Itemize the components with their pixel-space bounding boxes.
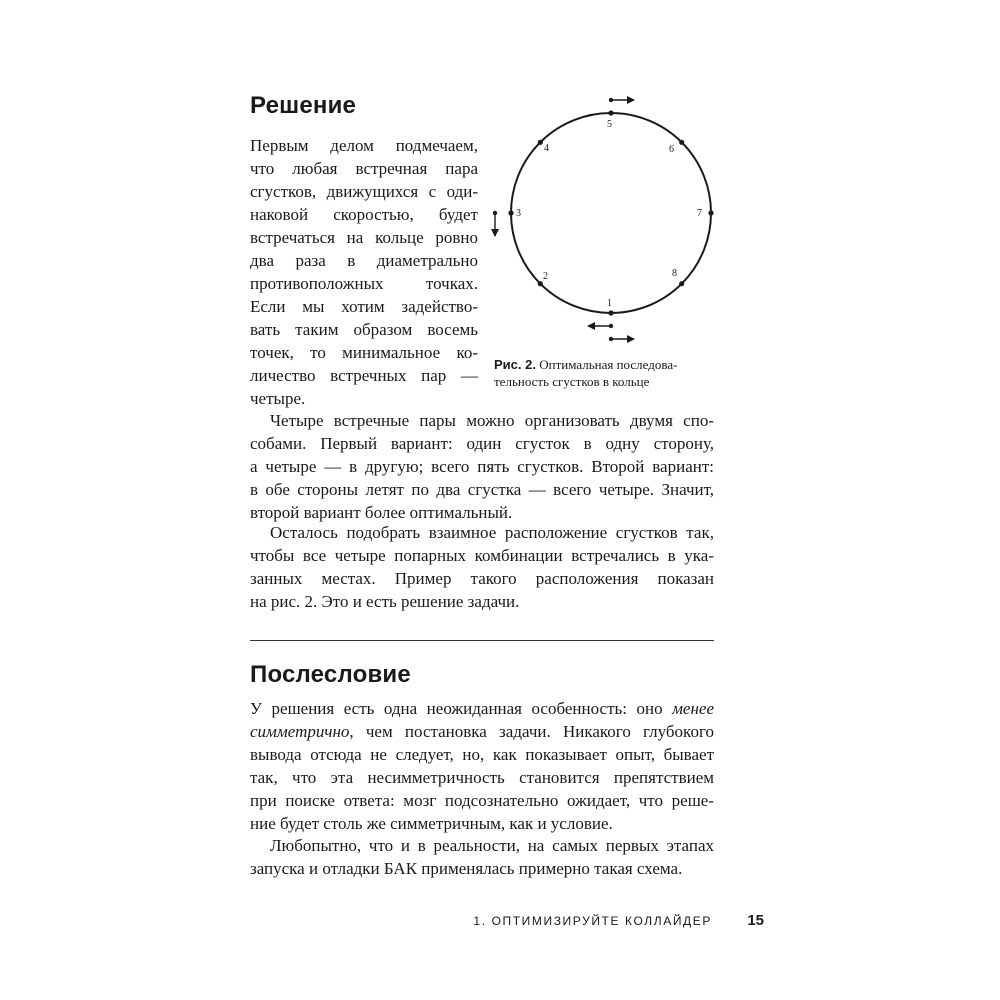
caption-label: Рис. 2. [494,357,536,372]
text-line: чтобы все четыре попарных комбинации встречались в ука- [250,546,714,565]
point-label-3: 3 [516,208,521,219]
text-line: что любая встречная пара [250,159,478,178]
text-run: , чем постановка задачи. Никакого глубокого [349,722,714,741]
text-line: Если мы хотим задейство- [250,297,478,316]
paragraph [250,409,714,524]
text-line: два раза в диаметрально [250,251,478,270]
ring-diagram [488,90,724,390]
emphasis: симметрично [250,722,350,741]
emphasis: менее [672,699,714,718]
point-label-8: 8 [672,268,677,279]
text-line: при поиске ответа: мозг подсознательно ожидает, что реше- [250,791,714,810]
text-line: на рис. 2. Это и есть решение задачи. [250,592,520,611]
paragraph [250,697,714,835]
text-line: запуска и отладки БАК применялась примерно такая схема. [250,859,683,878]
ring-point-3 [508,210,513,215]
running-title: 1. ОПТИМИЗИРУЙТЕ КОЛЛАЙДЕР [473,914,712,928]
text-line: Любопытно, что и в реальности, на самых первых этапах [270,836,714,855]
section-title-afterword: Послесловие [250,661,411,688]
intro-paragraph [250,134,478,410]
ring-point-6 [679,140,684,145]
text-line: так, что эта несимметричность становится препятствием [250,768,714,787]
text-line: вать таким образом восемь [250,320,478,339]
text-line: Первым делом подмечаем, [250,136,478,155]
page-number: 15 [747,912,764,929]
ring-point-8 [679,281,684,286]
text-line: противоположных точках. [250,274,478,293]
point-label-2: 2 [543,271,548,282]
page-footer [250,912,764,932]
text-line: сгустков, движущихся с оди- [250,182,478,201]
text-line: точек, то минимальное ко- [250,343,478,362]
text-line: ние будет столь же симметричным, как и условие. [250,814,613,833]
paragraph [250,834,714,880]
text-line: Осталось подобрать взаимное расположение сгустков так, [270,523,714,542]
section-title-solution: Решение [250,92,357,119]
text-line: а четыре — в другую; всего пять сгустков. Второй вариант: [250,457,714,476]
point-label-4: 4 [544,143,549,154]
point-label-7: 7 [697,208,702,219]
text-line: Четыре встречные пары можно организовать двумя спо- [270,411,714,430]
text-line: второй вариант более оптимальный. [250,503,513,522]
ring-point-4 [538,140,543,145]
ring-point-1 [608,310,613,315]
text-line: наковой скоростью, будет [250,205,478,224]
text-line: четыре. [250,389,306,408]
point-label-1: 1 [607,298,612,309]
text-line: в обе стороны летят по два сгустка — всего четыре. Значит, [250,480,714,499]
text-line [250,720,714,743]
text-line: вывода отсюда не следует, но, как показывает опыт, бывает [250,745,714,764]
ring-point-5 [608,110,613,115]
text-line: личество встречных пар — [250,366,478,385]
point-label-5: 5 [607,119,612,130]
paragraph [250,521,714,613]
figure-caption [494,356,716,390]
text-line: встречаться на кольце ровно [250,228,478,247]
text-line: собами. Первый вариант: один сгусток в одну сторону, [250,434,714,453]
text-line [250,697,714,720]
ring-point-7 [708,210,713,215]
text-run: У решения есть одна неожиданная особенность: оно [250,699,673,718]
caption-text: Оптимальная последова-тельность сгустков в кольце [494,357,678,389]
section-divider [250,640,714,641]
text-line: занных местах. Пример такого расположения показан [250,569,714,588]
point-label-6: 6 [669,144,674,155]
